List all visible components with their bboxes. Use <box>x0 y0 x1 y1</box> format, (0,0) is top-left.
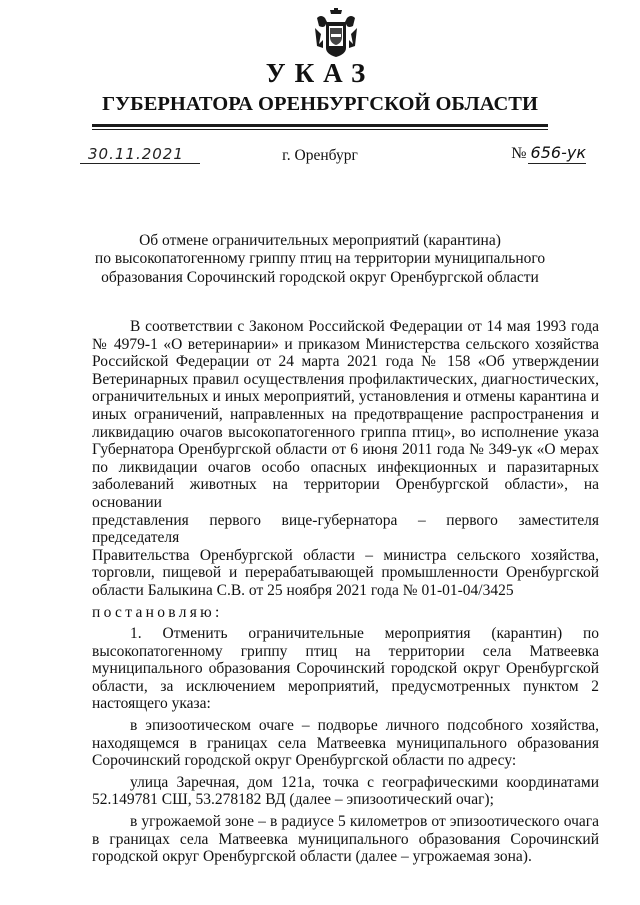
body-line: настоящего указа: <box>92 695 211 713</box>
body-line: Сорочинский городской округ Оренбургской области по адресу: <box>92 752 517 770</box>
title-line: образования Сорочинский городской округ Оренбургской области <box>101 268 539 286</box>
body-line: постановляю: <box>92 603 223 621</box>
document-number <box>511 143 586 163</box>
document-city: г. Оренбург <box>282 147 358 164</box>
body-line: муниципального образования Сорочинский городской округ Оренбургской <box>92 660 599 678</box>
body-line: ликвидацию очагов высокопатогенного гриппа птиц», во исполнение указа <box>92 423 599 441</box>
body-line: находящемся в границах села Матвеевка муниципального образования <box>92 734 599 752</box>
body-line: городской округ Оренбургской области (далее – угрожаемая зона). <box>92 848 532 866</box>
body-line: торговли, пищевой и перерабатывающей промышленности Оренбургской <box>92 564 599 582</box>
body-line: Ветеринарных правил осуществления профилактических, диагностических, <box>92 370 599 388</box>
body-line: области, за исключением мероприятий, предусмотренных пунктом 2 <box>92 677 599 695</box>
body-line: № 4979-1 «О ветеринарии» и приказом Министерства сельского хозяйства <box>92 335 599 353</box>
body-line: представления первого вице-губернатора – первого заместителя председателя <box>92 511 599 547</box>
header-rule-thick <box>92 124 548 127</box>
document-title <box>60 232 580 287</box>
number-underline <box>528 163 586 164</box>
body-line: высокопатогенному гриппу птиц на территории села Матвеевка <box>92 642 599 660</box>
body-line: области Балыкина С.В. от 25 ноября 2021 года № 01-01-04/3425 <box>92 581 514 599</box>
title-line: по высокопатогенному гриппу птиц на территории муниципального <box>94 250 546 268</box>
body-line: улица Заречная, дом 121а, точка с географическими координатами <box>130 773 599 791</box>
body-line: 1. Отменить ограничительные мероприятия (карантин) по <box>130 625 599 643</box>
body-line: Правительства Оренбургской области – министра сельского хозяйства, <box>92 546 599 564</box>
coat-of-arms-icon <box>314 8 358 58</box>
body-line: В соответствии с Законом Российской Федерации от 14 мая 1993 года <box>130 318 599 335</box>
title-line: Об отмене ограничительных мероприятий (карантина) <box>139 232 501 249</box>
body-line: по ликвидации очагов особо опасных инфекционных и паразитарных <box>92 458 599 476</box>
body-line: ограничительных и иных мероприятий, установления и отмены карантина и <box>92 388 599 406</box>
number-value: 656-ук <box>530 143 586 162</box>
body-line: в границах села Матвеевка муниципального образования Сорочинский <box>92 830 599 848</box>
body-line: в угрожаемой зоне – в радиусе 5 километров от эпизоотического очага <box>130 813 599 831</box>
header-rule-thin <box>92 129 548 130</box>
document-type: УКАЗ <box>265 58 375 88</box>
document-body <box>92 318 599 866</box>
body-line: заболеваний животных на территории Оренбургской области», на основании <box>92 476 599 511</box>
body-line: иных ограничений, направленных на предотвращение распространения и <box>92 405 599 423</box>
body-line: Российской Федерации от 24 марта 2021 года № 158 «Об утверждении <box>92 353 599 371</box>
body-line: Губернатора Оренбургской области от 6 июня 2011 года № 349-ук «О мерах <box>92 441 599 459</box>
body-line: 52.149781 СШ, 53.278182 ВД (далее – эпизоотический очаг); <box>92 791 494 809</box>
document-date: 30.11.2021 <box>88 145 184 163</box>
number-prefix: № <box>511 145 527 162</box>
issuer-title: ГУБЕРНАТОРА ОРЕНБУРГСКОЙ ОБЛАСТИ <box>102 93 538 115</box>
body-line: в эпизоотическом очаге – подворье личного подсобного хозяйства, <box>130 717 599 735</box>
